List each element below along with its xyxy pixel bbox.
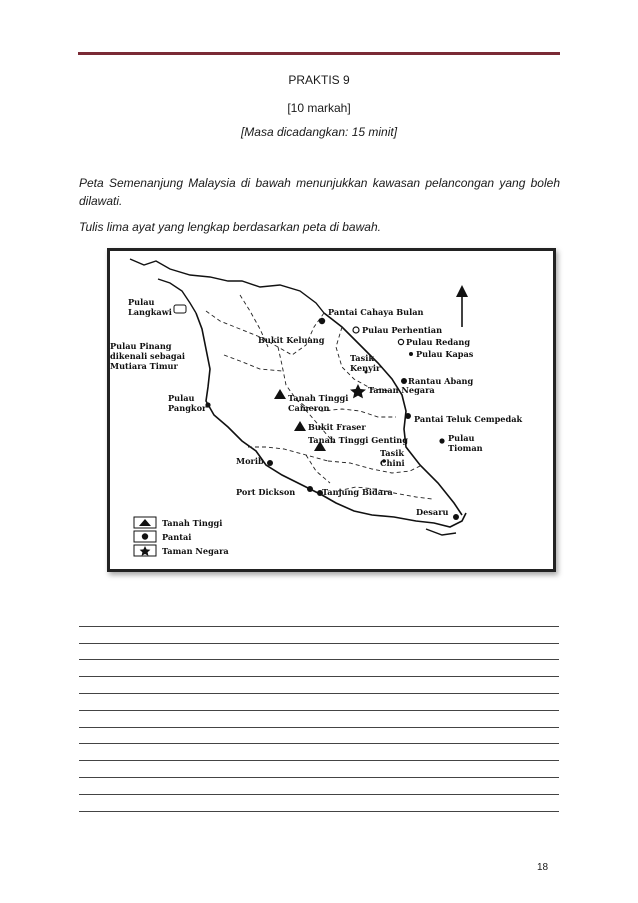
label-morib: Morib xyxy=(236,456,264,466)
label-pantai-cahaya-bulan: Pantai Cahaya Bulan xyxy=(328,307,424,317)
label-pulau-pinang-3: Mutiara Timur xyxy=(110,361,178,371)
label-rantau-abang: Rantau Abang xyxy=(408,376,474,386)
label-bukit-keluang: Bukit Keluang xyxy=(258,335,325,345)
label-pulau-kapas: Pulau Kapas xyxy=(416,349,474,359)
marker-bukit-fraser xyxy=(294,421,306,431)
map-legend xyxy=(134,517,229,556)
label-pulau-langkawi-2: Langkawi xyxy=(128,307,172,317)
label-tasik-kenyir-1: Tasik xyxy=(350,353,375,363)
marker-rantau-abang xyxy=(401,378,407,384)
marker-taman-negara xyxy=(350,384,366,398)
label-tanjung-bidara: Tanjung Bidara xyxy=(322,487,393,497)
marker-pulau-tioman xyxy=(439,438,444,443)
label-pulau-tioman-1: Pulau xyxy=(448,433,475,443)
legend-tanah-tinggi: Tanah Tinggi xyxy=(162,518,223,528)
label-tasik-kenyir-2: Kenyir xyxy=(350,363,381,373)
label-pulau-perhentian: Pulau Perhentian xyxy=(362,325,443,335)
langkawi-island-icon xyxy=(174,305,186,313)
exercise-time: [Masa dicadangkan: 15 minit] xyxy=(240,125,398,139)
label-tanah-tinggi-cameron-2: Cameron xyxy=(288,403,330,413)
northern-border xyxy=(130,259,324,313)
marker-pulau-perhentian xyxy=(353,327,359,333)
peninsular-malaysia-map xyxy=(107,248,556,572)
label-bukit-fraser: Bukit Fraser xyxy=(308,422,366,432)
header-rule xyxy=(78,52,560,55)
legend-pantai: Pantai xyxy=(162,532,192,542)
marker-desaru xyxy=(453,514,459,520)
marker-morib xyxy=(267,460,273,466)
label-desaru: Desaru xyxy=(416,507,449,517)
answer-line[interactable] xyxy=(79,627,559,644)
label-tanah-tinggi-cameron-1: Tanah Tinggi xyxy=(288,393,349,403)
answer-line[interactable] xyxy=(79,644,559,661)
exercise-title: PRAKTIS 9 xyxy=(288,73,350,87)
page-number: 18 xyxy=(537,862,549,873)
north-arrow-icon xyxy=(456,285,468,327)
answer-line[interactable] xyxy=(79,728,559,745)
answer-lines xyxy=(79,610,559,812)
answer-line[interactable] xyxy=(79,778,559,795)
label-taman-negara: Taman Negara xyxy=(368,385,435,395)
answer-line[interactable] xyxy=(79,694,559,711)
exercise-marks: [10 markah] xyxy=(287,101,351,115)
legend-taman-negara: Taman Negara xyxy=(162,546,229,556)
answer-line[interactable] xyxy=(79,677,559,694)
answer-line[interactable] xyxy=(79,795,559,812)
label-tasik-chini-2: Chini xyxy=(380,458,405,468)
marker-tanah-tinggi-cameron xyxy=(274,389,286,399)
marker-pulau-redang xyxy=(398,339,403,344)
label-tanah-tinggi-genting: Tanah Tinggi Genting xyxy=(308,435,408,445)
answer-line[interactable] xyxy=(79,744,559,761)
marker-pulau-kapas xyxy=(409,352,413,356)
marker-port-dickson xyxy=(307,486,313,492)
label-pulau-tioman-2: Tioman xyxy=(448,443,483,453)
marker-teluk-cempedak xyxy=(405,413,411,419)
label-pulau-langkawi-1: Pulau xyxy=(128,297,155,307)
answer-line[interactable] xyxy=(79,711,559,728)
southern-tip xyxy=(426,529,456,535)
label-pulau-pangkor-1: Pulau xyxy=(168,393,195,403)
marker-pantai-cahaya-bulan xyxy=(319,318,325,324)
legend-circle-icon xyxy=(142,533,148,539)
map-drawing xyxy=(110,251,553,569)
instruction-paragraph-1: Peta Semenanjung Malaysia di bawah menunjukkan kawasan pelancongan yang boleh dilawati. xyxy=(79,176,560,208)
label-pulau-pangkor-2: Pangkor xyxy=(168,403,207,413)
answer-line[interactable] xyxy=(79,610,559,627)
instruction-paragraph-2: Tulis lima ayat yang lengkap berdasarkan peta di bawah. xyxy=(79,220,381,234)
answer-line[interactable] xyxy=(79,660,559,677)
answer-line[interactable] xyxy=(79,761,559,778)
label-port-dickson: Port Dickson xyxy=(236,487,296,497)
label-pantai-teluk-cempedak: Pantai Teluk Cempedak xyxy=(414,414,523,424)
label-pulau-pinang-1: Pulau Pinang xyxy=(110,341,172,351)
label-pulau-pinang-2: dikenali sebagai xyxy=(110,351,186,361)
label-pulau-redang: Pulau Redang xyxy=(406,337,471,347)
label-tasik-chini-1: Tasik xyxy=(380,448,405,458)
